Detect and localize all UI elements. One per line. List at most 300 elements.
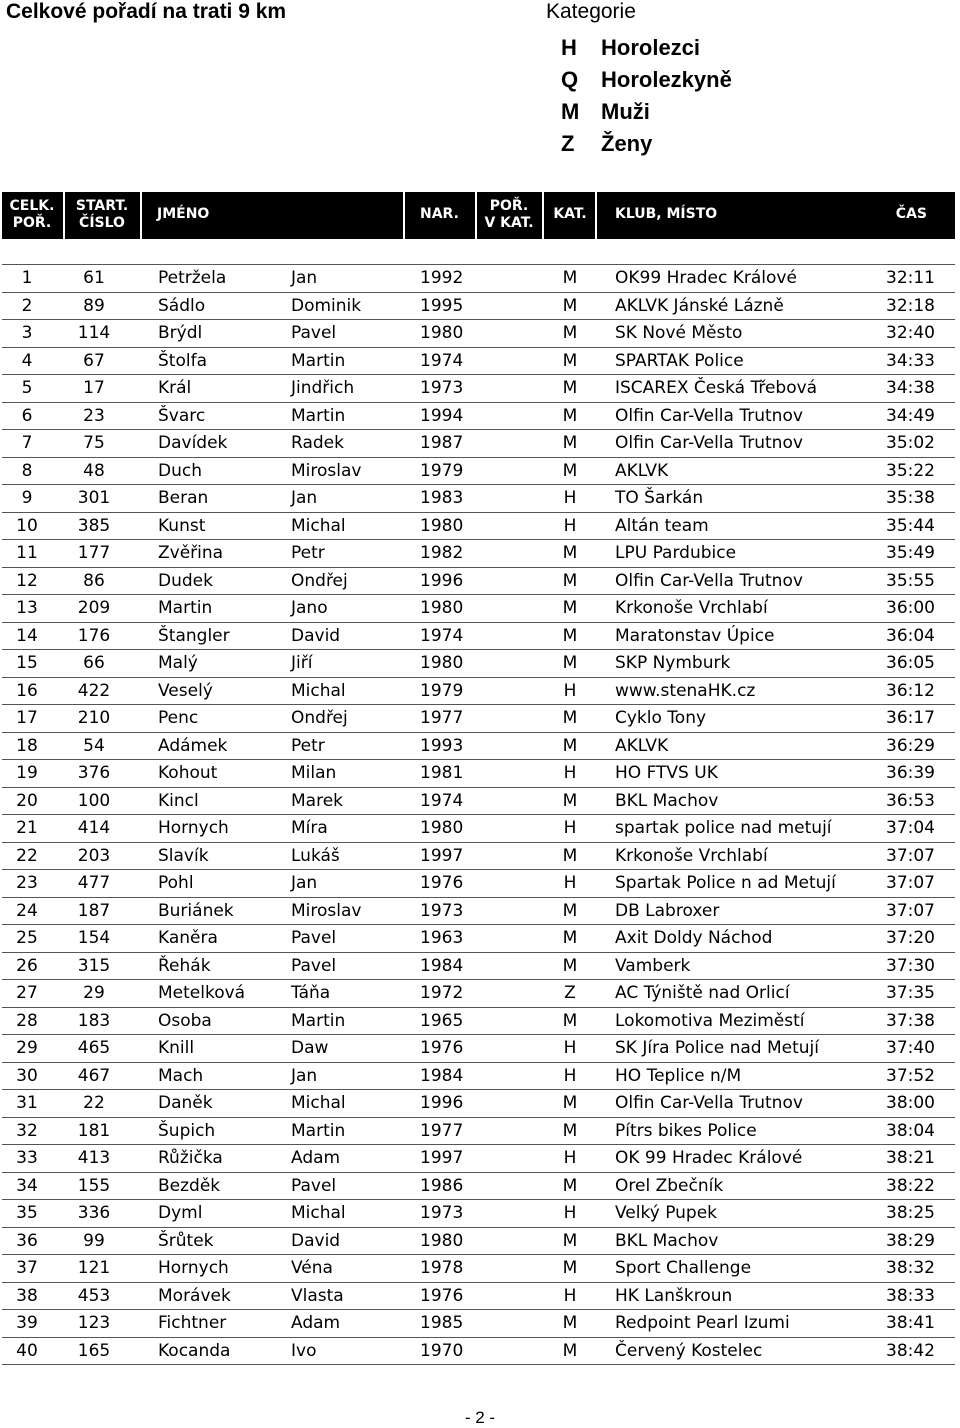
cell-start-number: 176: [77, 625, 111, 646]
cell-category: M: [562, 790, 578, 811]
header-klub: KLUB, MÍSTO: [615, 206, 718, 222]
cell-category: M: [562, 845, 578, 866]
cell-time: 36:04: [886, 625, 935, 646]
cell-first-name: Daw: [291, 1038, 329, 1058]
cell-start-number: 66: [83, 653, 105, 673]
cell-last-name: Veselý: [158, 680, 213, 701]
cell-start-number: 121: [77, 1258, 111, 1278]
cell-club: OK99 Hradec Králové: [615, 268, 797, 288]
cell-club: Krkonoše Vrchlabí: [615, 845, 768, 866]
cell-category: M: [562, 295, 578, 316]
cell-birth-year: 1973: [420, 378, 464, 398]
cell-category: M: [562, 543, 578, 563]
cell-position: 35: [16, 1203, 38, 1223]
table-row: [2, 1199, 955, 1227]
cell-time: 38:33: [886, 1285, 935, 1306]
cell-birth-year: 1976: [420, 1038, 464, 1058]
category-name: Muži: [601, 99, 650, 124]
cell-time: 34:33: [886, 350, 935, 371]
cell-category: M: [562, 1340, 578, 1361]
cell-birth-year: 1976: [420, 873, 464, 893]
cell-birth-year: 1976: [420, 1285, 464, 1306]
cell-position: 10: [16, 515, 38, 536]
table-row: [2, 1089, 955, 1117]
cell-last-name: Dudek: [158, 570, 213, 591]
cell-time: 34:49: [886, 405, 935, 426]
header-start-cislo: [68, 198, 136, 232]
table-row: [2, 594, 955, 622]
header-celk-por: [6, 198, 58, 232]
cell-first-name: Ivo: [291, 1340, 317, 1361]
cell-start-number: 17: [83, 378, 105, 398]
cell-start-number: 414: [77, 818, 111, 838]
cell-position: 2: [21, 295, 33, 316]
cell-first-name: Michal: [291, 1203, 346, 1223]
table-row: [2, 484, 955, 512]
header-jmeno: JMÉNO: [157, 206, 210, 222]
cell-category: H: [563, 515, 577, 536]
cell-club: ISCAREX Česká Třebová: [615, 378, 818, 398]
cell-category: M: [562, 1120, 578, 1141]
cell-start-number: 187: [77, 900, 111, 921]
cell-start-number: 75: [83, 433, 105, 453]
cell-club: Altán team: [615, 515, 709, 536]
cell-last-name: Mach: [158, 1065, 204, 1086]
cell-last-name: Šupich: [158, 1120, 216, 1141]
cell-birth-year: 1974: [420, 625, 464, 646]
cell-category: H: [563, 763, 577, 783]
cell-club: Lokomotiva Meziměstí: [615, 1010, 805, 1031]
cell-birth-year: 1980: [420, 653, 464, 673]
cell-birth-year: 1980: [420, 1230, 464, 1251]
cell-start-number: 315: [77, 955, 111, 976]
cell-category: M: [562, 460, 578, 481]
cell-first-name: Ondřej: [291, 570, 348, 591]
cell-time: 35:02: [886, 433, 935, 453]
table-row: [2, 457, 955, 485]
cell-birth-year: 1997: [420, 1148, 464, 1168]
cell-first-name: Vlasta: [291, 1285, 344, 1306]
category-code: Z: [561, 131, 575, 156]
cell-club: BKL Machov: [615, 1230, 719, 1251]
table-row: [2, 677, 955, 705]
table-row: [2, 649, 955, 677]
cell-time: 34:38: [886, 378, 935, 398]
cell-first-name: Pavel: [291, 955, 337, 976]
category-name: Ženy: [601, 131, 653, 156]
cell-start-number: 22: [83, 1093, 105, 1113]
cell-start-number: 209: [77, 598, 111, 618]
cell-first-name: David: [291, 625, 341, 646]
header-divider: [403, 192, 405, 239]
cell-position: 16: [16, 680, 38, 701]
table-row: [2, 787, 955, 815]
cell-club: Červený Kostelec: [615, 1340, 763, 1361]
cell-position: 17: [16, 708, 38, 728]
cell-first-name: Jan: [291, 873, 318, 893]
cell-birth-year: 1995: [420, 295, 464, 316]
cell-club: Olfin Car-Vella Trutnov: [615, 433, 803, 453]
cell-start-number: 477: [77, 873, 111, 893]
cell-birth-year: 1993: [420, 735, 464, 756]
cell-time: 36:17: [886, 708, 935, 728]
cell-start-number: 385: [77, 515, 111, 536]
cell-start-number: 114: [77, 323, 111, 343]
cell-category: M: [562, 433, 578, 453]
cell-first-name: David: [291, 1230, 341, 1251]
cell-club: AKLVK: [615, 460, 669, 481]
cell-start-number: 453: [77, 1285, 111, 1306]
cell-birth-year: 1965: [420, 1010, 464, 1031]
cell-last-name: Zvěřina: [158, 543, 224, 563]
cell-time: 38:25: [886, 1203, 935, 1223]
table-row: [2, 924, 955, 952]
category-code: M: [561, 99, 580, 124]
cell-position: 37: [16, 1258, 38, 1278]
cell-start-number: 465: [77, 1038, 111, 1058]
cell-first-name: Petr: [291, 543, 325, 563]
cell-position: 39: [16, 1313, 38, 1333]
cell-position: 6: [21, 405, 33, 426]
header-nar: NAR.: [420, 206, 459, 222]
cell-club: HO FTVS UK: [615, 763, 718, 783]
cell-start-number: 413: [77, 1148, 111, 1168]
cell-category: M: [562, 1175, 578, 1196]
cell-category: Z: [564, 983, 576, 1003]
cell-first-name: Marek: [291, 790, 344, 811]
cell-club: Spartak Police n ad Metují: [615, 873, 836, 893]
cell-club: DB Labroxer: [615, 900, 720, 921]
cell-start-number: 203: [77, 845, 111, 866]
table-row: [2, 319, 955, 347]
cell-first-name: Miroslav: [291, 900, 362, 921]
cell-club: Olfin Car-Vella Trutnov: [615, 570, 803, 591]
cell-category: M: [562, 900, 578, 921]
cell-start-number: 89: [83, 295, 105, 316]
cell-first-name: Martin: [291, 1120, 346, 1141]
cell-start-number: 301: [77, 488, 111, 508]
header-celk: CELK.: [9, 198, 55, 214]
cell-category: M: [562, 708, 578, 728]
cell-first-name: Pavel: [291, 323, 337, 343]
cell-birth-year: 1996: [420, 570, 464, 591]
cell-last-name: Kunst: [158, 515, 206, 536]
cell-position: 34: [16, 1175, 38, 1196]
table-row: [2, 1254, 955, 1282]
cell-position: 8: [21, 460, 33, 481]
page-title: Celkové pořadí na trati 9 km: [6, 0, 287, 23]
cell-category: H: [563, 1285, 577, 1306]
cell-first-name: Martin: [291, 350, 346, 371]
header-por: POŘ.: [12, 215, 52, 231]
cell-position: 19: [16, 763, 38, 783]
cell-first-name: Martin: [291, 405, 346, 426]
cell-position: 30: [16, 1065, 38, 1086]
cell-last-name: Morávek: [158, 1285, 231, 1306]
cell-last-name: Šrůtek: [158, 1230, 214, 1251]
cell-category: M: [562, 735, 578, 756]
cell-last-name: Kohout: [158, 763, 218, 783]
cell-birth-year: 1984: [420, 955, 464, 976]
cell-start-number: 155: [77, 1175, 111, 1196]
cell-last-name: Knill: [158, 1038, 195, 1058]
cell-club: www.stenaHK.cz: [615, 680, 756, 701]
cell-position: 1: [21, 268, 33, 288]
cell-birth-year: 1977: [420, 1120, 464, 1141]
cell-position: 27: [16, 983, 38, 1003]
cell-category: M: [562, 1093, 578, 1113]
cell-last-name: Adámek: [158, 735, 228, 756]
cell-category: M: [562, 598, 578, 618]
cell-time: 37:07: [886, 873, 935, 893]
table-row: [2, 1227, 955, 1255]
cell-last-name: Sádlo: [158, 295, 206, 316]
cell-time: 36:53: [886, 790, 935, 811]
cell-time: 38:04: [886, 1120, 935, 1141]
cell-start-number: 48: [83, 460, 105, 481]
cell-club: Sport Challenge: [615, 1258, 752, 1278]
cell-club: SKP Nymburk: [615, 653, 731, 673]
cell-club: TO Šarkán: [615, 488, 704, 508]
cell-position: 31: [16, 1093, 38, 1113]
cell-birth-year: 1980: [420, 323, 464, 343]
cell-category: M: [562, 625, 578, 646]
cell-start-number: 67: [83, 350, 105, 371]
cell-birth-year: 1980: [420, 515, 464, 536]
cell-position: 4: [21, 350, 33, 371]
cell-time: 38:41: [886, 1313, 935, 1333]
category-code: H: [561, 35, 577, 60]
cell-birth-year: 1973: [420, 900, 464, 921]
header-divider: [140, 192, 142, 239]
cell-position: 13: [16, 598, 38, 618]
cell-start-number: 165: [77, 1340, 111, 1361]
cell-category: M: [562, 1230, 578, 1251]
cell-category: M: [562, 1313, 578, 1333]
cell-last-name: Hornych: [158, 1258, 229, 1278]
cell-last-name: Brýdl: [158, 323, 203, 343]
cell-start-number: 336: [77, 1203, 111, 1223]
cell-first-name: Míra: [291, 818, 328, 838]
cell-first-name: Véna: [291, 1258, 333, 1278]
cell-start-number: 467: [77, 1065, 111, 1086]
cell-time: 38:32: [886, 1258, 935, 1278]
cell-position: 24: [16, 900, 38, 921]
cell-time: 37:30: [886, 955, 935, 976]
table-row: [2, 1144, 955, 1172]
cell-category: M: [562, 323, 578, 343]
cell-time: 36:05: [886, 653, 935, 673]
table-row: [2, 1309, 955, 1337]
cell-last-name: Král: [158, 378, 192, 398]
header-cislo: ČÍSLO: [79, 215, 125, 231]
header-v-kat: V KAT.: [484, 215, 534, 231]
table-row: [2, 347, 955, 375]
cell-position: 3: [21, 323, 33, 343]
cell-time: 37:40: [886, 1038, 935, 1058]
cell-last-name: Kocanda: [158, 1340, 231, 1361]
header-divider: [595, 192, 597, 239]
cell-start-number: 23: [83, 405, 105, 426]
cell-category: M: [562, 268, 578, 288]
cell-birth-year: 1977: [420, 708, 464, 728]
cell-last-name: Buriánek: [158, 900, 234, 921]
cell-last-name: Duch: [158, 460, 202, 481]
cell-time: 35:38: [886, 488, 935, 508]
cell-category: M: [562, 1010, 578, 1031]
cell-first-name: Jan: [291, 268, 318, 288]
cell-first-name: Michal: [291, 515, 346, 536]
cell-position: 23: [16, 873, 38, 893]
cell-time: 37:38: [886, 1010, 935, 1031]
cell-position: 18: [16, 735, 38, 756]
cell-category: H: [563, 1038, 577, 1058]
cell-time: 36:12: [886, 680, 935, 701]
cell-first-name: Ondřej: [291, 708, 348, 728]
table-row: [2, 1062, 955, 1090]
cell-club: spartak police nad metují: [615, 818, 832, 838]
cell-start-number: 376: [77, 763, 111, 783]
cell-first-name: Radek: [291, 433, 344, 453]
cell-position: 5: [21, 378, 33, 398]
cell-last-name: Hornych: [158, 818, 229, 838]
cell-first-name: Miroslav: [291, 460, 362, 481]
cell-club: Olfin Car-Vella Trutnov: [615, 405, 803, 426]
table-row: [2, 759, 955, 787]
header-cas: ČAS: [895, 206, 927, 222]
cell-position: 22: [16, 845, 38, 866]
header-kat: KAT.: [553, 206, 587, 222]
table-row: [2, 1282, 955, 1310]
table-header: [2, 192, 955, 239]
cell-birth-year: 1979: [420, 680, 464, 701]
cell-position: 20: [16, 790, 38, 811]
cell-club: SK Jíra Police nad Metují: [615, 1038, 819, 1058]
cell-last-name: Fichtner: [158, 1313, 227, 1333]
cell-category: H: [563, 818, 577, 838]
cell-time: 38:22: [886, 1175, 935, 1196]
cell-club: HK Lanškroun: [615, 1285, 733, 1306]
cell-first-name: Petr: [291, 735, 325, 756]
cell-last-name: Bezděk: [158, 1175, 221, 1196]
cell-birth-year: 1983: [420, 488, 464, 508]
cell-last-name: Kincl: [158, 790, 199, 811]
cell-position: 12: [16, 570, 38, 591]
cell-category: H: [563, 1065, 577, 1086]
cell-position: 14: [16, 625, 38, 646]
cell-last-name: Růžička: [158, 1148, 223, 1168]
cell-last-name: Kaněra: [158, 928, 218, 948]
cell-birth-year: 1980: [420, 598, 464, 618]
cell-category: H: [563, 680, 577, 701]
cell-category: M: [562, 570, 578, 591]
header-start: START.: [75, 198, 129, 214]
cell-club: BKL Machov: [615, 790, 719, 811]
cell-club: Cyklo Tony: [615, 708, 707, 728]
cell-last-name: Švarc: [158, 405, 206, 426]
cell-category: M: [562, 1258, 578, 1278]
cell-start-number: 61: [83, 268, 105, 288]
table-row: [2, 1117, 955, 1145]
cell-first-name: Táňa: [291, 983, 331, 1003]
cell-birth-year: 1980: [420, 818, 464, 838]
cell-start-number: 123: [77, 1313, 111, 1333]
cell-position: 33: [16, 1148, 38, 1168]
cell-start-number: 177: [77, 543, 111, 563]
cell-start-number: 183: [77, 1010, 111, 1031]
cell-last-name: Davídek: [158, 433, 228, 453]
category-name: Horolezkyně: [601, 67, 732, 92]
cell-start-number: 210: [77, 708, 111, 728]
cell-position: 21: [16, 818, 38, 838]
cell-category: H: [563, 1203, 577, 1223]
cell-time: 37:20: [886, 928, 935, 948]
table-row: [2, 869, 955, 897]
cell-category: M: [562, 350, 578, 371]
table-row: [2, 952, 955, 980]
categories-heading: Kategorie: [546, 0, 636, 23]
cell-category: M: [562, 653, 578, 673]
cell-time: 35:44: [886, 515, 935, 536]
cell-category: M: [562, 955, 578, 976]
cell-position: 28: [16, 1010, 38, 1031]
cell-first-name: Pavel: [291, 1175, 337, 1196]
table-row: [2, 704, 955, 732]
table-row: [2, 1172, 955, 1200]
cell-last-name: Penc: [158, 708, 199, 728]
cell-time: 38:29: [886, 1230, 935, 1251]
cell-first-name: Adam: [291, 1148, 341, 1168]
cell-position: 25: [16, 928, 38, 948]
cell-start-number: 422: [77, 680, 111, 701]
cell-position: 15: [16, 653, 38, 673]
cell-last-name: Metelková: [158, 983, 246, 1003]
cell-birth-year: 1984: [420, 1065, 464, 1086]
cell-start-number: 100: [77, 790, 111, 811]
cell-first-name: Lukáš: [291, 845, 340, 866]
cell-category: M: [562, 928, 578, 948]
cell-club: AC Týniště nad Orlicí: [615, 983, 790, 1003]
cell-birth-year: 1994: [420, 405, 464, 426]
table-row: [2, 429, 955, 457]
cell-club: OK 99 Hradec Králové: [615, 1148, 803, 1168]
cell-first-name: Jiří: [291, 653, 313, 673]
category-name: Horolezci: [601, 35, 701, 60]
cell-position: 38: [16, 1285, 38, 1306]
cell-club: Axit Doldy Náchod: [615, 928, 773, 948]
cell-club: Pítrs bikes Police: [615, 1120, 757, 1141]
cell-time: 37:04: [886, 818, 935, 838]
cell-last-name: Slavík: [158, 845, 209, 866]
cell-first-name: Jan: [291, 1065, 318, 1086]
cell-club: SPARTAK Police: [615, 350, 744, 371]
cell-birth-year: 1974: [420, 350, 464, 371]
cell-birth-year: 1986: [420, 1175, 464, 1196]
cell-last-name: Daněk: [158, 1093, 213, 1113]
cell-start-number: 54: [83, 735, 105, 756]
results-table: [2, 264, 955, 1365]
cell-position: 40: [16, 1340, 38, 1361]
cell-position: 7: [21, 433, 33, 453]
header-por-kat: [478, 198, 540, 232]
cell-birth-year: 1972: [420, 983, 464, 1003]
table-row: [2, 402, 955, 430]
cell-time: 37:07: [886, 845, 935, 866]
cell-first-name: Michal: [291, 1093, 346, 1113]
cell-time: 32:11: [886, 268, 935, 288]
cell-time: 38:00: [886, 1093, 935, 1113]
cell-birth-year: 1996: [420, 1093, 464, 1113]
